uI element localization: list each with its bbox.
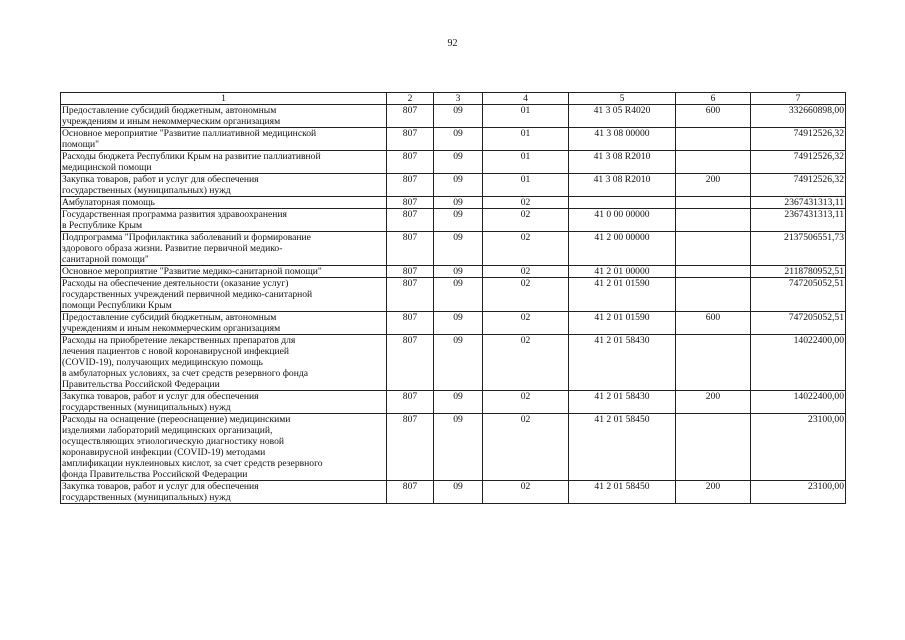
table-body <box>61 105 846 504</box>
subsection-code-cell: 01 <box>483 174 569 197</box>
column-header-6: 6 <box>676 93 751 105</box>
row-name-cell <box>61 174 387 197</box>
section-code-cell: 09 <box>434 232 483 266</box>
page-number: 92 <box>447 38 458 49</box>
row-name-text: Основное мероприятие "Развитие паллиативной медицинской помощи" <box>62 128 317 150</box>
table-row <box>61 391 846 414</box>
table-row <box>61 278 846 312</box>
amount-cell: 74912526,32 <box>751 128 846 151</box>
amount-cell: 23100,00 <box>751 414 846 481</box>
subsection-code-cell: 02 <box>483 481 569 504</box>
table-row <box>61 266 846 278</box>
table-row <box>61 151 846 174</box>
amount-cell: 14022400,00 <box>751 335 846 391</box>
expense-type-cell <box>676 335 751 391</box>
section-code-cell: 09 <box>434 266 483 278</box>
amount-cell: 2367431313,11 <box>751 209 846 232</box>
expense-type-cell <box>676 266 751 278</box>
expense-type-cell: 600 <box>676 105 751 128</box>
ministry-code-cell: 807 <box>387 278 434 312</box>
subsection-code-cell: 02 <box>483 312 569 335</box>
table-row <box>61 312 846 335</box>
amount-cell: 23100,00 <box>751 481 846 504</box>
expense-type-cell: 600 <box>676 312 751 335</box>
row-name-text: Предоставление субсидий бюджетным, автономным учреждениям и иным некоммерческим организациям <box>62 312 281 334</box>
subsection-code-cell: 02 <box>483 266 569 278</box>
subsection-code-cell: 02 <box>483 335 569 391</box>
subsection-code-cell: 02 <box>483 391 569 414</box>
row-name-cell <box>61 481 387 504</box>
subsection-code-cell: 01 <box>483 105 569 128</box>
row-name-cell <box>61 278 387 312</box>
row-name-cell <box>61 197 387 209</box>
amount-cell: 747205052,51 <box>751 312 846 335</box>
column-header-7: 7 <box>751 93 846 105</box>
ministry-code-cell: 807 <box>387 174 434 197</box>
row-name-text: Закупка товаров, работ и услуг для обеспечения государственных (муниципальных) нужд <box>62 391 259 413</box>
amount-cell: 74912526,32 <box>751 174 846 197</box>
row-name-cell <box>61 312 387 335</box>
amount-cell: 2367431313,11 <box>751 197 846 209</box>
ministry-code-cell: 807 <box>387 197 434 209</box>
table-row <box>61 232 846 266</box>
row-name-text: Расходы на обеспечение деятельности (оказание услуг) государственных учреждений первичной медико-санитарной помощи Республики Крым <box>62 278 313 311</box>
expense-type-cell: 200 <box>676 174 751 197</box>
ministry-code-cell: 807 <box>387 414 434 481</box>
section-code-cell: 09 <box>434 481 483 504</box>
ministry-code-cell: 807 <box>387 128 434 151</box>
target-code-cell: 41 2 01 01590 <box>569 278 676 312</box>
header-row <box>61 93 846 105</box>
amount-cell: 2118780952,51 <box>751 266 846 278</box>
expense-type-cell <box>676 232 751 266</box>
column-header-1: 1 <box>61 93 387 105</box>
row-name-text: Предоставление субсидий бюджетным, автономным учреждениям и иным некоммерческим организациям <box>62 105 281 127</box>
expense-type-cell: 200 <box>676 391 751 414</box>
row-name-text: Закупка товаров, работ и услуг для обеспечения государственных (муниципальных) нужд <box>62 481 259 503</box>
row-name-text: Расходы на оснащение (переоснащение) медицинскими изделиями лабораторий медицинских организаций, осуществляющих этиологическую диагностику новой коронавирусной инфекции (COVID-19) методами амплификации нуклеиновых кислот, за счет средств резервного фонда Правительства Российской Федерации <box>62 414 323 480</box>
subsection-code-cell: 01 <box>483 151 569 174</box>
section-code-cell: 09 <box>434 174 483 197</box>
section-code-cell: 09 <box>434 335 483 391</box>
section-code-cell: 09 <box>434 312 483 335</box>
expense-type-cell <box>676 414 751 481</box>
target-code-cell: 41 2 01 58450 <box>569 414 676 481</box>
target-code-cell: 41 3 08 R2010 <box>569 174 676 197</box>
amount-cell: 14022400,00 <box>751 391 846 414</box>
table-row <box>61 128 846 151</box>
table-row <box>61 209 846 232</box>
section-code-cell: 09 <box>434 391 483 414</box>
amount-cell: 2137506551,73 <box>751 232 846 266</box>
target-code-cell: 41 2 01 01590 <box>569 312 676 335</box>
row-name-text: Государственная программа развития здравоохранения в Республике Крым <box>62 209 287 231</box>
ministry-code-cell: 807 <box>387 209 434 232</box>
column-header-2: 2 <box>387 93 434 105</box>
expense-type-cell <box>676 128 751 151</box>
row-name-text: Основное мероприятие "Развитие медико-санитарной помощи" <box>62 266 322 277</box>
row-name-text: Расходы на приобретение лекарственных препаратов для лечения пациентов с новой коронавирусной инфекцией (COVID-19), получающих медицинскую помощь в амбулаторных условиях, за счет средств резервного фонда Правительства Российской Федерации <box>62 335 308 390</box>
row-name-cell <box>61 414 387 481</box>
column-header-5: 5 <box>569 93 676 105</box>
row-name-text: Подпрограмма "Профилактика заболеваний и формирование здорового образа жизни. Развитие первичной медико- санитарной помощи" <box>62 232 311 265</box>
ministry-code-cell: 807 <box>387 335 434 391</box>
ministry-code-cell: 807 <box>387 232 434 266</box>
target-code-cell: 41 3 05 R4020 <box>569 105 676 128</box>
ministry-code-cell: 807 <box>387 391 434 414</box>
row-name-cell <box>61 128 387 151</box>
section-code-cell: 09 <box>434 278 483 312</box>
ministry-code-cell: 807 <box>387 151 434 174</box>
section-code-cell: 09 <box>434 414 483 481</box>
ministry-code-cell: 807 <box>387 312 434 335</box>
column-header-4: 4 <box>483 93 569 105</box>
table-row <box>61 335 846 391</box>
target-code-cell: 41 3 08 R2010 <box>569 151 676 174</box>
row-name-cell <box>61 105 387 128</box>
expense-type-cell <box>676 151 751 174</box>
expense-type-cell <box>676 278 751 312</box>
row-name-cell <box>61 266 387 278</box>
table-row <box>61 174 846 197</box>
target-code-cell: 41 2 01 00000 <box>569 266 676 278</box>
row-name-cell <box>61 232 387 266</box>
ministry-code-cell: 807 <box>387 481 434 504</box>
amount-cell: 332660898,00 <box>751 105 846 128</box>
subsection-code-cell: 01 <box>483 128 569 151</box>
table-row <box>61 481 846 504</box>
row-name-cell <box>61 335 387 391</box>
budget-table <box>60 92 846 504</box>
expense-type-cell: 200 <box>676 481 751 504</box>
expense-type-cell <box>676 209 751 232</box>
subsection-code-cell: 02 <box>483 232 569 266</box>
section-code-cell: 09 <box>434 197 483 209</box>
table-row <box>61 105 846 128</box>
expense-type-cell <box>676 197 751 209</box>
section-code-cell: 09 <box>434 128 483 151</box>
target-code-cell: 41 2 01 58430 <box>569 391 676 414</box>
amount-cell: 747205052,51 <box>751 278 846 312</box>
section-code-cell: 09 <box>434 151 483 174</box>
table-row <box>61 197 846 209</box>
row-name-text: Амбулаторная помощь <box>62 197 155 208</box>
section-code-cell: 09 <box>434 105 483 128</box>
subsection-code-cell: 02 <box>483 278 569 312</box>
subsection-code-cell: 02 <box>483 197 569 209</box>
amount-cell: 74912526,32 <box>751 151 846 174</box>
target-code-cell: 41 0 00 00000 <box>569 209 676 232</box>
section-code-cell: 09 <box>434 209 483 232</box>
subsection-code-cell: 02 <box>483 414 569 481</box>
ministry-code-cell: 807 <box>387 105 434 128</box>
target-code-cell: 41 2 01 58450 <box>569 481 676 504</box>
row-name-text: Закупка товаров, работ и услуг для обеспечения государственных (муниципальных) нужд <box>62 174 259 196</box>
target-code-cell <box>569 197 676 209</box>
row-name-text: Расходы бюджета Республики Крым на развитие паллиативной медицинской помощи <box>62 151 321 173</box>
row-name-cell <box>61 209 387 232</box>
subsection-code-cell: 02 <box>483 209 569 232</box>
target-code-cell: 41 2 01 58430 <box>569 335 676 391</box>
row-name-cell <box>61 391 387 414</box>
table-row <box>61 414 846 481</box>
target-code-cell: 41 2 00 00000 <box>569 232 676 266</box>
target-code-cell: 41 3 08 00000 <box>569 128 676 151</box>
row-name-cell <box>61 151 387 174</box>
ministry-code-cell: 807 <box>387 266 434 278</box>
column-header-3: 3 <box>434 93 483 105</box>
